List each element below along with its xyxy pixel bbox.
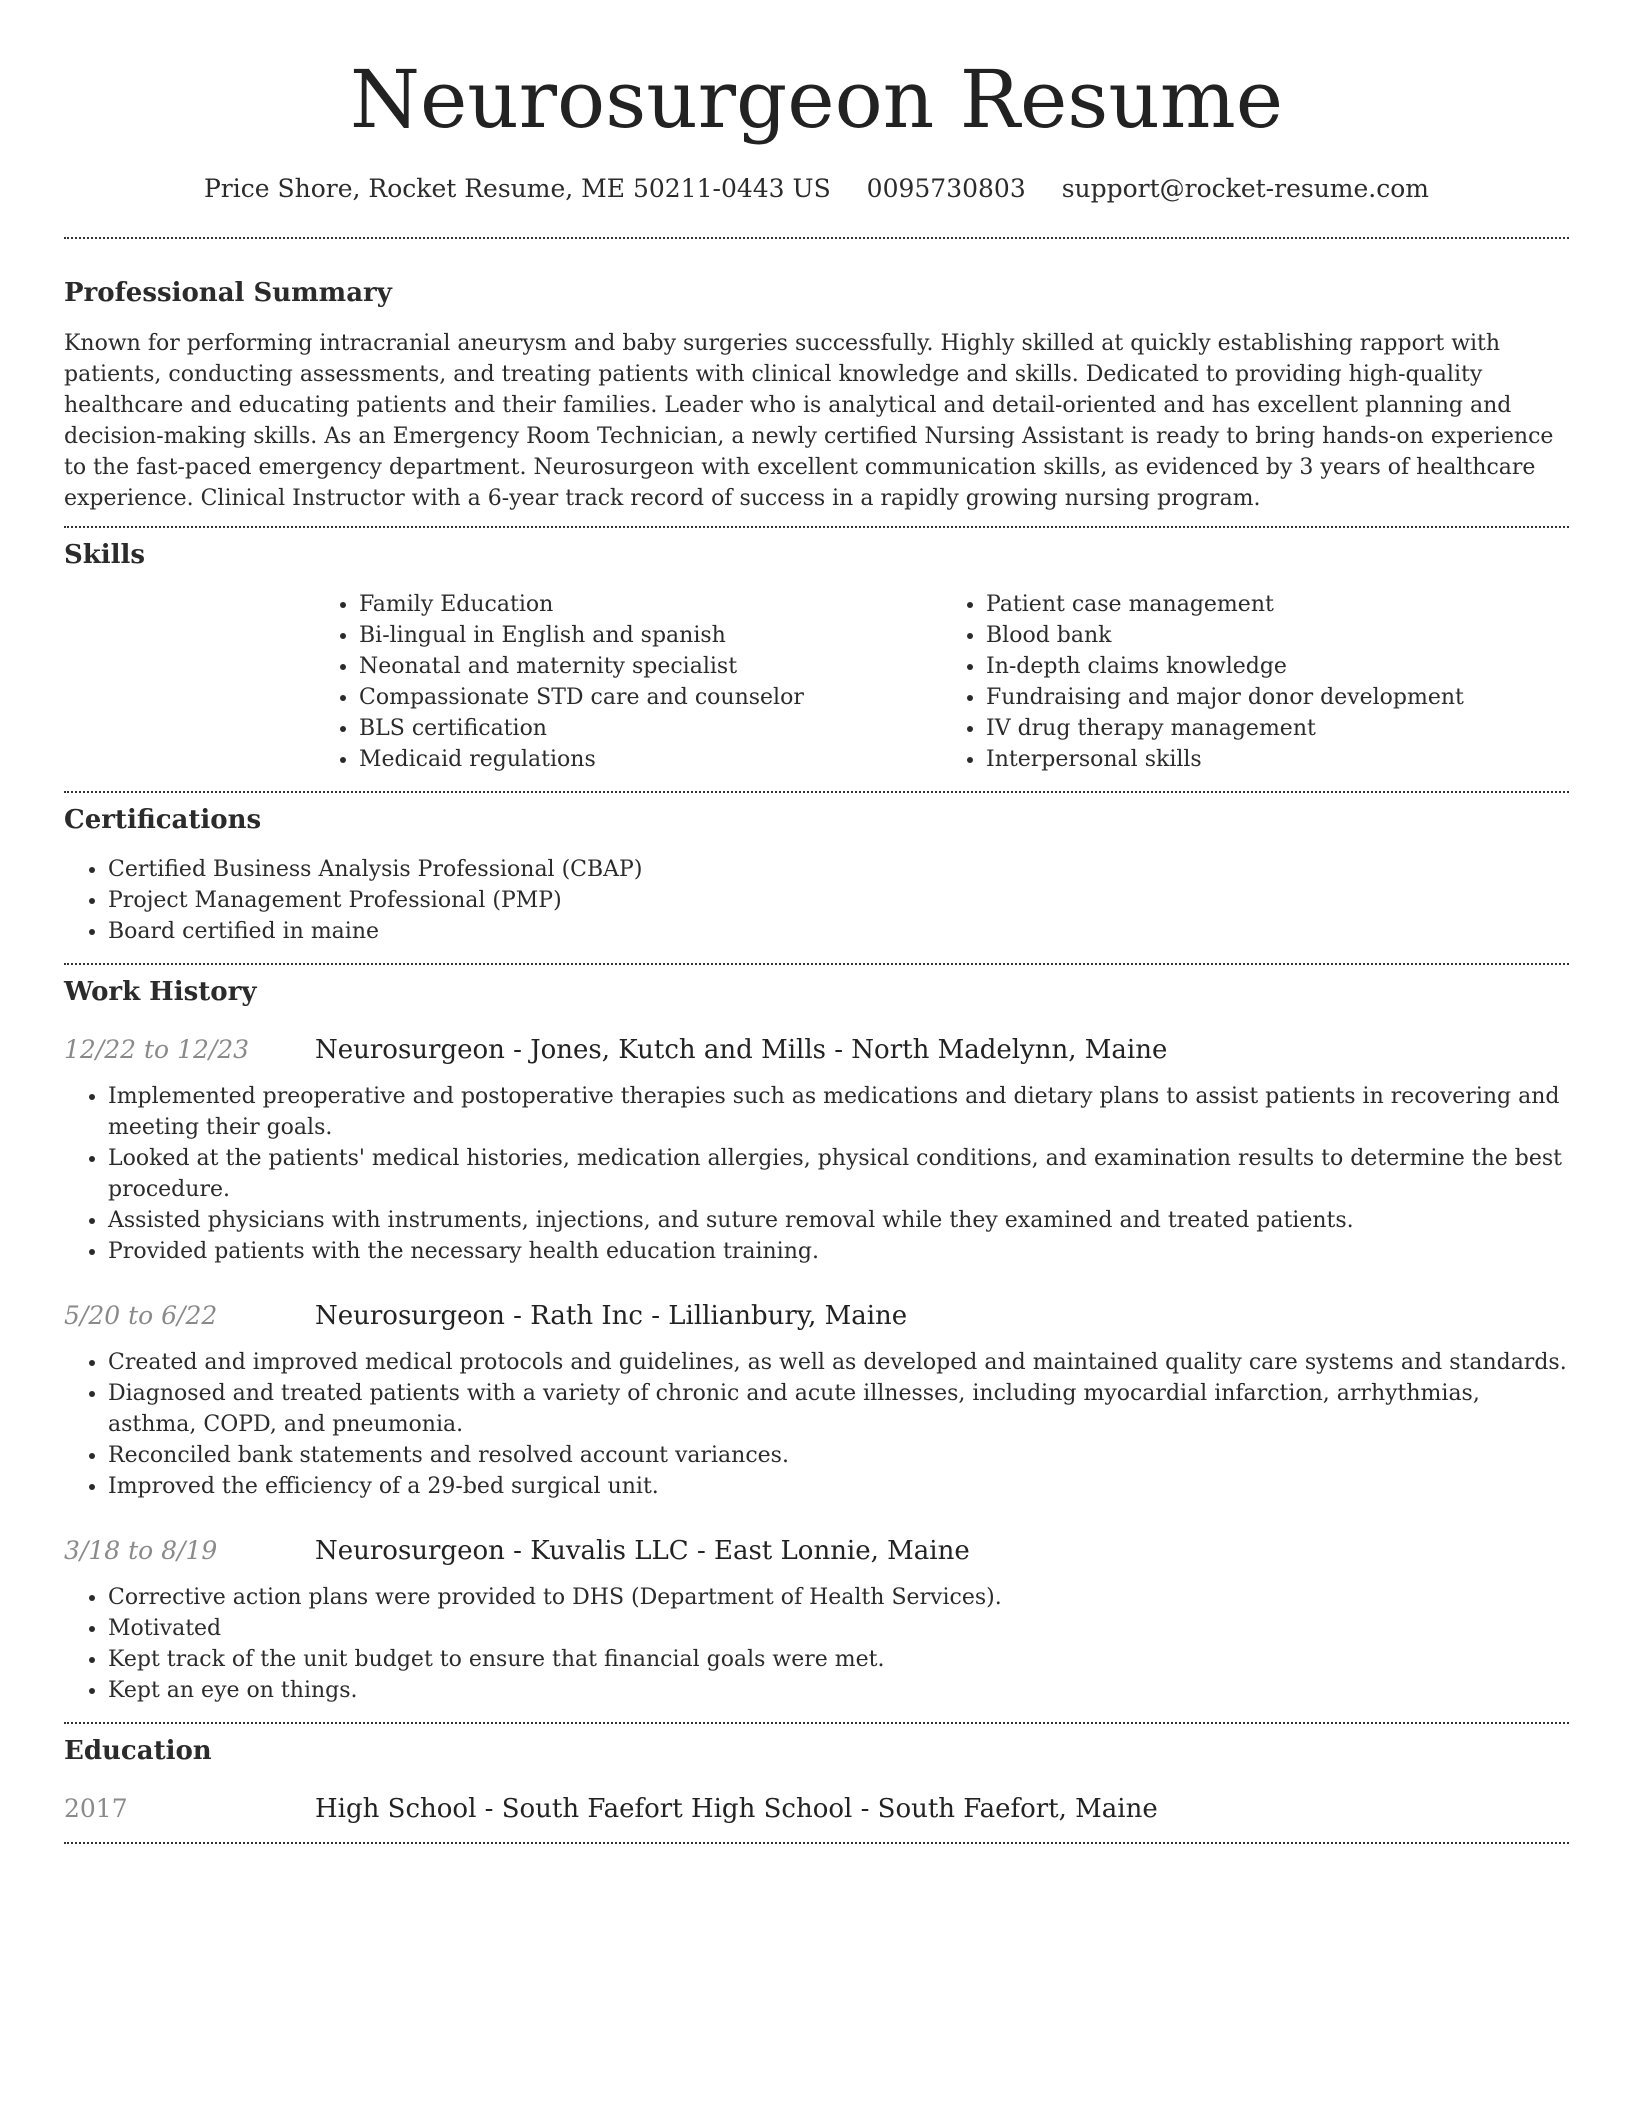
- skills-list-left: [315, 589, 942, 775]
- contact-line: [64, 172, 1569, 206]
- job-date: 5/20 to 6/22: [64, 1301, 218, 1330]
- skill-item: • Neonatal and maternity specialist: [359, 651, 942, 682]
- job-bullet: • Provided patients with the necessary health education training.: [108, 1236, 1569, 1267]
- job-bullet: • Kept an eye on things.: [108, 1675, 1569, 1706]
- job-entry: [64, 1033, 1569, 1267]
- skill-item: • In-depth claims knowledge: [986, 651, 1569, 682]
- education-entry: [64, 1792, 1569, 1826]
- skill-item: • Medicaid regulations: [359, 744, 942, 775]
- education-title: High School - South Faefort High School - South Faefort, Maine: [315, 1794, 1158, 1824]
- job-title: Neurosurgeon - Jones, Kutch and Mills - North Madelynn, Maine: [315, 1035, 1168, 1065]
- education-date: 2017: [64, 1794, 128, 1823]
- job-entry: [64, 1534, 1569, 1706]
- education-section: [64, 1734, 1569, 1826]
- divider: [64, 963, 1569, 965]
- certification-item: • Board certified in maine: [108, 916, 1569, 947]
- summary-text: Known for performing intracranial aneurysm and baby surgeries successfully. Highly skilled at quickly establishing rapport with patients, conducting assessments, and treating patients with clinical knowledge and skills. Dedicated to providing high-quality healthcare and educating patients and their families. Leader who is analytical and detail-oriented and has excellent planning and decision-making skills. As an Emergency Room Technician, a newly certified Nursing Assistant is ready to bring hands-on experience to the fast-paced emergency department. Neurosurgeon with excellent communication skills, as evidenced by 3 years of healthcare experience. Clinical Instructor with a 6-year track record of success in a rapidly growing nursing program.: [64, 331, 1554, 511]
- job-title: Neurosurgeon - Rath Inc - Lillianbury, Maine: [315, 1301, 908, 1331]
- contact-phone: 0095730803: [866, 174, 1026, 203]
- contact-email: support@rocket-resume.com: [1061, 174, 1429, 203]
- skills-heading: Skills: [64, 540, 146, 570]
- certification-item: • Certified Business Analysis Professional (CBAP): [108, 854, 1569, 885]
- certification-item: • Project Management Professional (PMP): [108, 885, 1569, 916]
- job-bullet: • Motivated: [108, 1613, 1569, 1644]
- skill-item: • IV drug therapy management: [986, 713, 1569, 744]
- skills-columns: [315, 589, 1569, 775]
- skills-section: [64, 538, 1569, 775]
- job-header: [64, 1033, 1569, 1067]
- divider: [64, 791, 1569, 793]
- contact-address: Price Shore, Rocket Resume, ME 50211-0443 US: [203, 174, 831, 203]
- job-bullet: • Assisted physicians with instruments, injections, and suture removal while they examined and treated patients.: [108, 1205, 1569, 1236]
- skill-item: • Interpersonal skills: [986, 744, 1569, 775]
- skill-item: • Compassionate STD care and counselor: [359, 682, 942, 713]
- certifications-section: [64, 803, 1569, 947]
- job-bullet: • Looked at the patients' medical histories, medication allergies, physical conditions, and examination results to determine the best procedure.: [108, 1143, 1569, 1205]
- job-bullets: [64, 1347, 1569, 1502]
- job-bullets: [64, 1081, 1569, 1267]
- job-bullet: • Implemented preoperative and postoperative therapies such as medications and dietary plans to assist patients in recovering and meeting their goals.: [108, 1081, 1569, 1143]
- divider: [64, 1842, 1569, 1844]
- job-title: Neurosurgeon - Kuvalis LLC - East Lonnie, Maine: [315, 1536, 970, 1566]
- education-heading: Education: [64, 1736, 212, 1766]
- summary-section: [64, 276, 1569, 514]
- job-date: 3/18 to 8/19: [64, 1536, 218, 1565]
- skill-item: • Blood bank: [986, 620, 1569, 651]
- job-header: [64, 1534, 1569, 1568]
- job-bullet: • Reconciled bank statements and resolved account variances.: [108, 1440, 1569, 1471]
- resume-page: [64, 0, 1569, 1844]
- skill-item: • Bi-lingual in English and spanish: [359, 620, 942, 651]
- skill-item: • BLS certification: [359, 713, 942, 744]
- resume-name: Neurosurgeon Resume: [349, 53, 1284, 146]
- summary-heading: Professional Summary: [64, 278, 392, 308]
- job-bullet: • Corrective action plans were provided to DHS (Department of Health Services).: [108, 1582, 1569, 1613]
- job-date: 12/22 to 12/23: [64, 1035, 250, 1064]
- divider: [64, 237, 1569, 239]
- certifications-heading: Certifications: [64, 805, 262, 835]
- skill-item: • Fundraising and major donor development: [986, 682, 1569, 713]
- skill-item: • Family Education: [359, 589, 942, 620]
- job-header: [64, 1299, 1569, 1333]
- job-bullet: • Diagnosed and treated patients with a variety of chronic and acute illnesses, including myocardial infarction, arrhythmias, asthma, COPD, and pneumonia.: [108, 1378, 1569, 1440]
- skill-item: • Patient case management: [986, 589, 1569, 620]
- divider: [64, 526, 1569, 528]
- certifications-list: [64, 854, 1569, 947]
- job-entry: [64, 1299, 1569, 1502]
- divider: [64, 1722, 1569, 1724]
- skills-list-right: [942, 589, 1569, 775]
- job-bullet: • Kept track of the unit budget to ensure that financial goals were met.: [108, 1644, 1569, 1675]
- job-bullet: • Improved the efficiency of a 29-bed surgical unit.: [108, 1471, 1569, 1502]
- work-history-heading: Work History: [64, 977, 257, 1007]
- job-bullet: • Created and improved medical protocols and guidelines, as well as developed and maintained quality care systems and standards.: [108, 1347, 1569, 1378]
- work-history-section: [64, 975, 1569, 1706]
- job-bullets: [64, 1582, 1569, 1706]
